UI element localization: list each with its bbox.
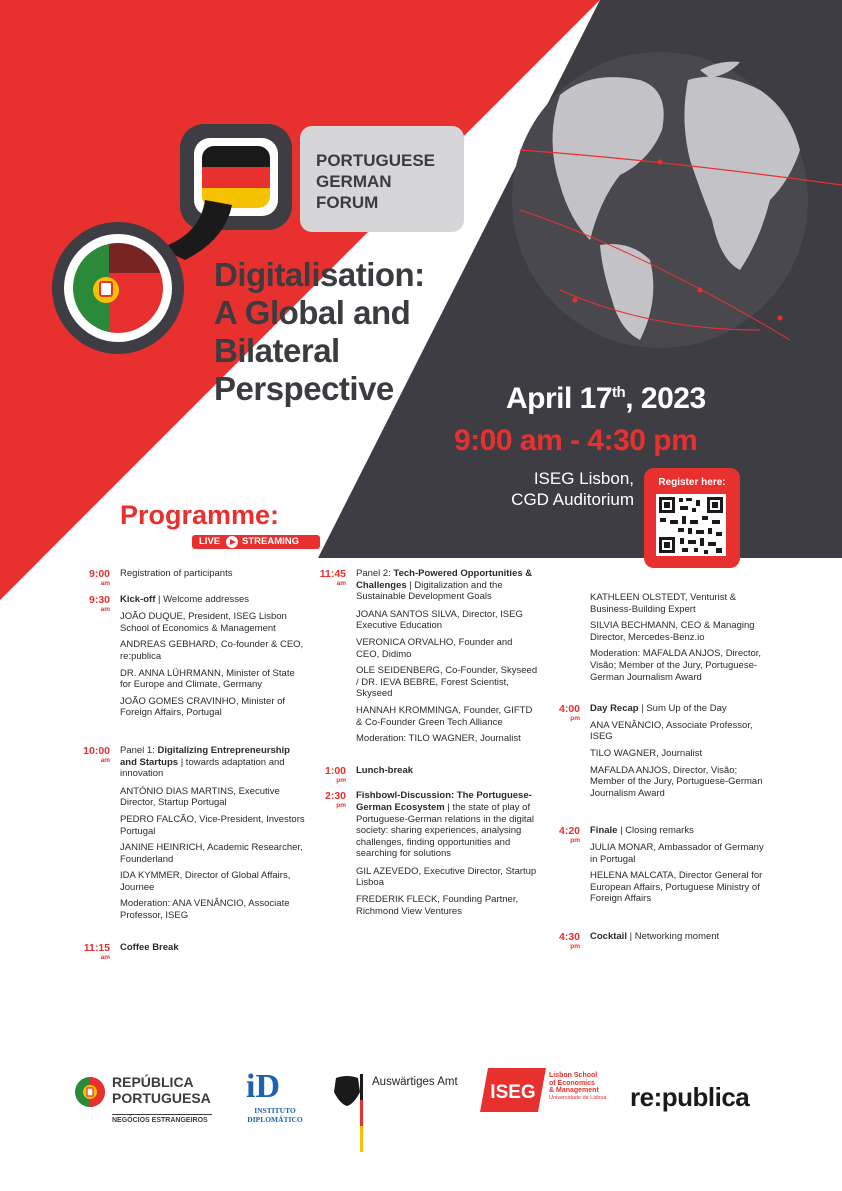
live-streaming-badge[interactable]: [192, 535, 320, 549]
session-time: 10:00 am: [83, 744, 110, 764]
speaker: VERONICA ORVALHO, Founder and CEO, Didimo: [356, 636, 513, 660]
speaker: ANA VENÂNCIO, Associate Professor, ISEG: [590, 719, 753, 743]
streaming-label: STREAMING: [242, 536, 299, 547]
auswaertiges-amt-logo: Auswärtiges Amt: [372, 1076, 458, 1088]
event-venue: [496, 468, 634, 510]
title-line: Digitalisation:: [214, 256, 425, 293]
republica-portuguesa-emblem-icon: [74, 1072, 106, 1112]
session-heading: Coffee Break: [120, 941, 179, 953]
speaker: JOÃO DUQUE, President, ISEG Lisbon School of Economics & Management: [120, 611, 287, 634]
speaker: ANDREAS GEBHARD, Co-founder & CEO, re:publica: [120, 639, 304, 662]
programme-column-2: [310, 568, 538, 922]
session-fishbowl: [310, 790, 538, 917]
speaker: TILO WAGNER, Journalist: [590, 747, 703, 759]
moderator: Moderation: ANA VENÂNCIO, Associate Professor, ISEG: [120, 898, 290, 922]
forum-title: [316, 150, 435, 213]
instituto-diplomatico-logo: iD: [246, 1068, 280, 1105]
session-time: 1:00 pm: [324, 764, 346, 784]
speaker: JULIA MONAR, Ambassador of Germany in Portugal: [590, 841, 764, 865]
forum-line: PORTUGUESE: [316, 151, 436, 170]
speaker: HANNAH KROMMINGA, Founder, GIFTD & Co-Founder Green Tech Alliance: [356, 704, 533, 728]
programme-column-1: [74, 568, 306, 961]
date-year: , 2023: [625, 382, 706, 415]
republica-portuguesa-logo: [112, 1074, 211, 1106]
session-heading: Cocktail | Networking moment: [590, 930, 720, 942]
session-finale: [544, 825, 770, 905]
session-heading: Panel 2: Tech-Powered Opportunities & Challenges | Digitalization and the Sustainable Development Goals: [356, 568, 533, 603]
forum-line: FORUM: [316, 193, 379, 212]
qr-code-icon[interactable]: [656, 494, 726, 556]
speaker: JANINE HEINRICH, Academic Researcher, Founderland: [120, 842, 303, 865]
forum-line: GERMAN: [316, 172, 392, 191]
moderator: Moderation: MAFALDA ANJOS, Director, Visão; Member of the Jury, Portuguese-German Journalism Award: [590, 648, 762, 683]
speaker: JOÃO GOMES CRAVINHO, Minister of Foreign Affairs, Portugal: [120, 695, 286, 719]
speaker: DR. ANNA LÜHRMANN, Minister of State for Europe and Climate, Germany: [120, 667, 295, 691]
session-time: 2:30 pm: [324, 790, 346, 810]
iseg-logo-text: [549, 1072, 617, 1102]
republica-logo: re:publica: [630, 1082, 750, 1112]
federal-eagle-icon: [330, 1074, 364, 1154]
session-heading: Day Recap | Sum Up of the Day: [590, 703, 727, 715]
portugal-flag-icon: [73, 243, 163, 333]
date-main: April 17: [506, 382, 613, 415]
negocios-estrangeiros-label: NEGÓCIOS ESTRANGEIROS: [112, 1114, 212, 1124]
venue-line: ISEG Lisbon,: [533, 469, 634, 488]
speaker: FREDERIK FLECK, Founding Partner, Richmond View Ventures: [356, 894, 519, 917]
session-time: 9:30 am: [88, 593, 110, 613]
logo-text: PORTUGUESA: [112, 1090, 211, 1106]
session-text: Registration of participants: [120, 568, 233, 579]
session-heading: Panel 1: Digitalizing Entrepreneurship and Startups | towards adaptation and innovation: [120, 744, 290, 780]
iseg-mark-text: ISEG: [490, 1082, 536, 1103]
main-title: [214, 256, 425, 408]
speaker: HELENA MALCATA, Director General for European Affairs, Portuguese Ministry of Foreign Affairs: [590, 870, 763, 905]
logo-text: Lisbon School: [549, 1072, 598, 1079]
speaker: PEDRO FALCÃO, Vice-President, Investors Portugal: [120, 813, 305, 837]
logo-text: DIPLOMÁTICO: [247, 1115, 303, 1124]
title-line: A Global and: [214, 294, 411, 331]
instituto-diplomatico-label: [238, 1106, 312, 1124]
register-label: Register here:: [658, 477, 726, 488]
title-line: Bilateral: [214, 332, 340, 369]
moderator: Moderation: TILO WAGNER, Journalist: [356, 733, 521, 745]
title-line: Perspective: [214, 370, 394, 407]
session-panel-1: [74, 745, 306, 922]
speaker: ANTÓNIO DIAS MARTINS, Executive Director, Startup Portugal: [120, 785, 280, 809]
session-registration: [74, 568, 306, 587]
register-qr-card[interactable]: [644, 468, 740, 568]
session-time: 4:30 pm: [558, 930, 580, 950]
session-kickoff: [74, 594, 306, 719]
iseg-logo-mark: [480, 1068, 546, 1112]
logo-text: of Economics: [549, 1079, 595, 1087]
speaker: IDA KYMMER, Director of Global Affairs, Journee: [120, 870, 291, 893]
speaker: GIL AZEVEDO, Executive Director, Startup Lisboa: [356, 865, 537, 889]
date-suffix: th: [612, 384, 626, 401]
germany-flag-icon: [202, 146, 270, 208]
speaker: KATHLEEN OLSTEDT, Venturist & Business-Building Expert: [590, 592, 737, 615]
session-lunch: [310, 764, 538, 784]
event-time: 9:00 am - 4:30 pm: [454, 424, 698, 457]
session-heading: Kick-off | Welcome addresses: [120, 593, 250, 605]
session-time: 11:15 am: [83, 941, 110, 961]
programme-heading: Programme:: [120, 500, 280, 530]
session-day-recap: [544, 703, 770, 799]
session-panel-2: [310, 568, 538, 745]
session-coffee-break: [74, 941, 306, 961]
logo-text: Universidade de Lisboa: [549, 1094, 607, 1101]
live-label: LIVE: [199, 536, 221, 547]
programme-column-3: [544, 592, 770, 950]
session-time: 9:00 am: [88, 568, 110, 587]
session-time: 4:20 pm: [558, 825, 580, 845]
session-heading: Finale | Closing remarks: [590, 825, 694, 837]
logo-text: & Management: [549, 1087, 599, 1095]
speaker: SILVIA BECHMANN, CEO & Managing Director, Mercedes-Benz.io: [590, 620, 755, 643]
logo-text: INSTITUTO: [254, 1106, 296, 1115]
session-time: 4:00 pm: [558, 703, 580, 723]
logo-text: REPÚBLICA: [112, 1074, 194, 1090]
speaker: OLE SEIDENBERG, Co-Founder, Skyseed / DR. IEVA BEBRE, Forest Scientist, Skyseed: [356, 665, 538, 700]
play-icon: [226, 536, 238, 548]
venue-line: CGD Auditorium: [511, 490, 634, 509]
session-heading: Fishbowl-Discussion: The Portuguese-German Ecosystem | the state of play of Portuguese-German relations in the digital society: sharing experiences, analysing challenges, finding opportunities and searching for solutions: [356, 790, 534, 860]
session-heading: Lunch-break: [356, 764, 414, 776]
session-time: 11:45 am: [319, 568, 346, 587]
speaker: JOANA SANTOS SILVA, Director, ISEG Executive Education: [356, 608, 523, 632]
speaker: MAFALDA ANJOS, Director, Visão; Member of the Jury, Portuguese-German Journalism Award: [590, 764, 763, 799]
event-date: [506, 382, 706, 416]
session-cocktail: [544, 930, 770, 950]
session-fishbowl-cont: [544, 592, 770, 683]
